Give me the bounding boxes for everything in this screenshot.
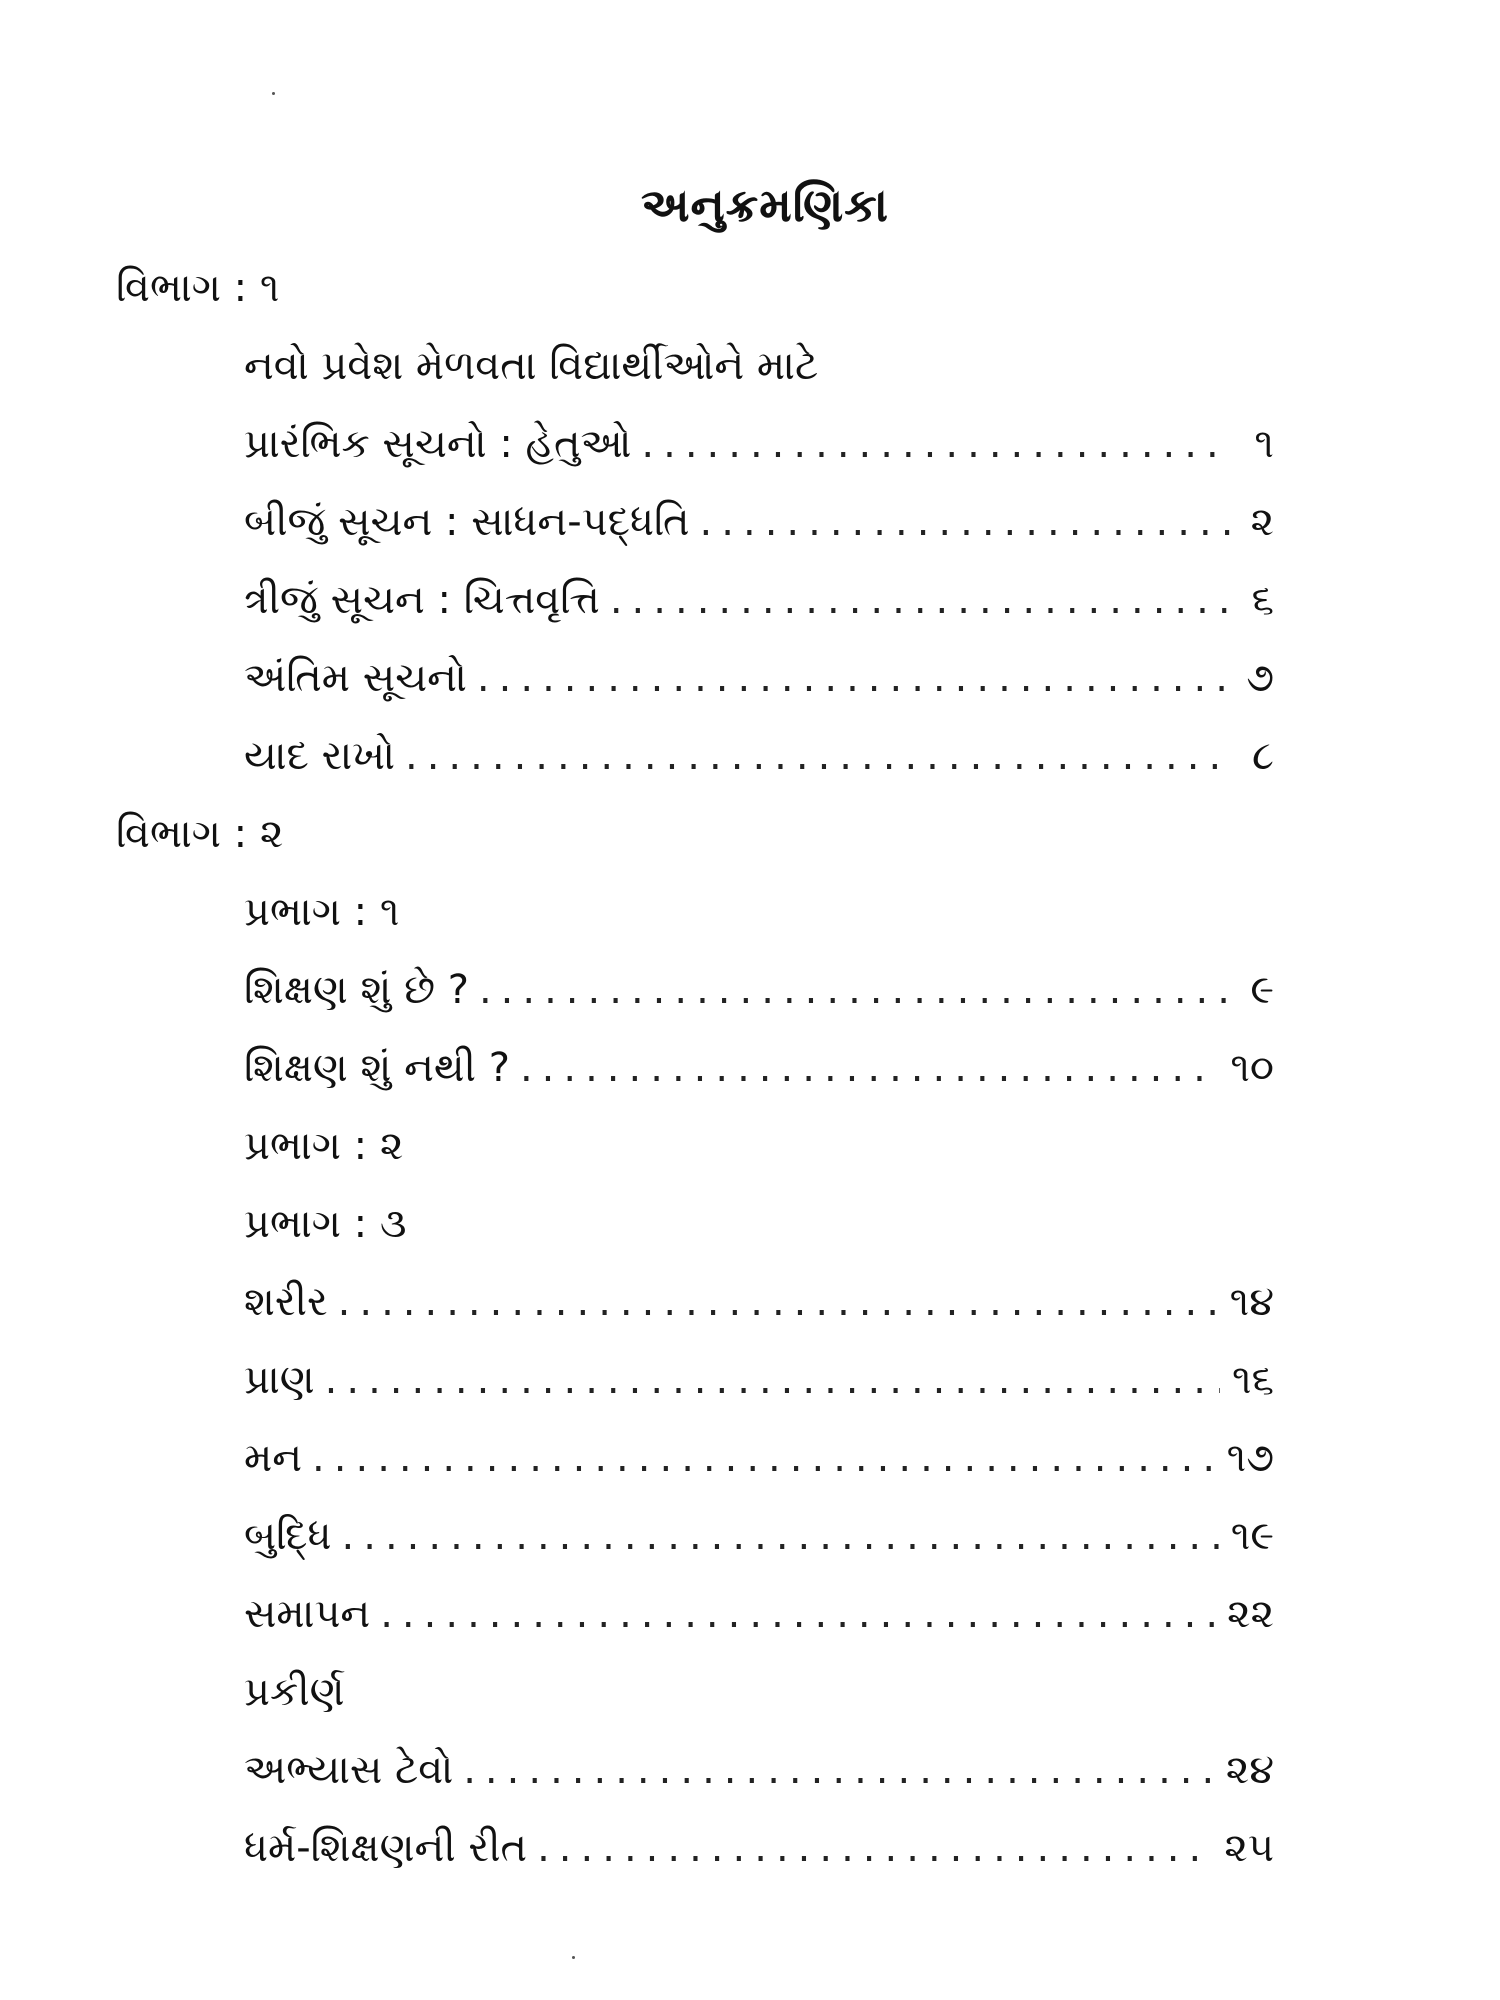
scan-speck	[272, 92, 275, 95]
dot-leader	[342, 1506, 1219, 1566]
toc-entry-label: સમાપન	[244, 1591, 371, 1637]
dot-leader	[520, 1038, 1218, 1098]
section-intro: નવો પ્રવેશ મેળવતા વિદ્યાર્થીઓને માટે	[244, 343, 819, 389]
toc-entry-label: યાદ રાખો	[244, 733, 395, 779]
toc-entry-label: મન	[244, 1435, 303, 1481]
toc-entry-page: ૨૪	[1225, 1747, 1274, 1793]
dot-leader	[463, 1740, 1214, 1800]
toc-entry-page: ૧૦	[1230, 1045, 1274, 1091]
toc-entry-page: ૧	[1254, 421, 1274, 467]
dot-leader	[312, 1428, 1215, 1488]
dot-leader	[537, 1818, 1212, 1878]
toc-entry-page: ૧૭	[1226, 1435, 1274, 1481]
toc-entry[interactable]	[244, 1740, 1274, 1800]
toc-entry[interactable]	[244, 570, 1274, 630]
section-heading-2: વિભાગ : ૨	[116, 811, 284, 857]
toc-entry-page: ૧૪	[1229, 1279, 1274, 1325]
part-heading-misc: પ્રકીર્ણ	[244, 1669, 345, 1715]
toc-entry-label: શરીર	[244, 1279, 328, 1325]
dot-leader	[325, 1350, 1220, 1410]
section-heading-1: વિભાગ : ૧	[116, 265, 280, 311]
toc-entry-label: ત્રીજું સૂચન : ચિત્તવૃત્તિ	[244, 577, 600, 623]
toc-entry[interactable]	[244, 1818, 1274, 1878]
toc-entry-label: બીજું સૂચન : સાધન-પદ્ધતિ	[244, 499, 690, 545]
dot-leader	[338, 1272, 1218, 1332]
part-heading-2: પ્રભાગ : ૨	[244, 1123, 404, 1169]
toc-entry-label: અંતિમ સૂચનો	[244, 655, 467, 701]
toc-entry[interactable]	[244, 648, 1274, 708]
part-heading-3: પ્રભાગ : ૩	[244, 1201, 407, 1247]
toc-entry-label: પ્રાણ	[244, 1357, 315, 1403]
toc-entry-page: ૬	[1251, 577, 1274, 623]
toc-entry[interactable]	[244, 1506, 1274, 1566]
scan-speck	[572, 1956, 575, 1959]
dot-leader	[380, 1584, 1215, 1644]
toc-entry[interactable]	[244, 492, 1274, 552]
toc-entry-page: ૨૫	[1224, 1825, 1274, 1871]
toc-entry-label: શિક્ષણ શું છે ?	[244, 967, 469, 1013]
dot-leader	[405, 726, 1232, 786]
dot-leader	[479, 960, 1232, 1020]
toc-entry-page: ૭	[1246, 655, 1274, 701]
toc-entry[interactable]	[244, 1584, 1274, 1644]
toc-entry-label: પ્રારંભિક સૂચનો : હેતુઓ	[244, 421, 632, 467]
toc-entry-label: શિક્ષણ શું નથી ?	[244, 1045, 510, 1091]
toc-entry[interactable]	[244, 726, 1274, 786]
toc-entry-page: ૮	[1252, 733, 1274, 779]
toc-entry[interactable]	[244, 1428, 1274, 1488]
toc-entry[interactable]	[244, 414, 1274, 474]
page-title: અનુક્રમણિકા	[640, 178, 889, 232]
toc-entry[interactable]	[244, 960, 1274, 1020]
toc-entry-label: બુદ્ધિ	[244, 1513, 332, 1559]
toc-entry-page: ૨૨	[1227, 1591, 1274, 1637]
toc-entry-page: ૧૬	[1232, 1357, 1274, 1403]
toc-entry-page: ૯	[1250, 967, 1274, 1013]
toc-entry[interactable]	[244, 1038, 1274, 1098]
toc-entry[interactable]	[244, 1350, 1274, 1410]
toc-entry-page: ૧૯	[1230, 1513, 1274, 1559]
toc-entry-label: ધર્મ-શિક્ષણની રીત	[244, 1825, 528, 1871]
dot-leader	[641, 414, 1232, 474]
toc-entry-label: અભ્યાસ ટેવો	[244, 1747, 454, 1793]
toc-entry-page: ૨	[1250, 499, 1274, 545]
dot-leader	[477, 648, 1232, 708]
dot-leader	[610, 570, 1232, 630]
dot-leader	[700, 492, 1232, 552]
toc-entry[interactable]	[244, 1272, 1274, 1332]
part-heading-1: પ્રભાગ : ૧	[244, 889, 400, 935]
